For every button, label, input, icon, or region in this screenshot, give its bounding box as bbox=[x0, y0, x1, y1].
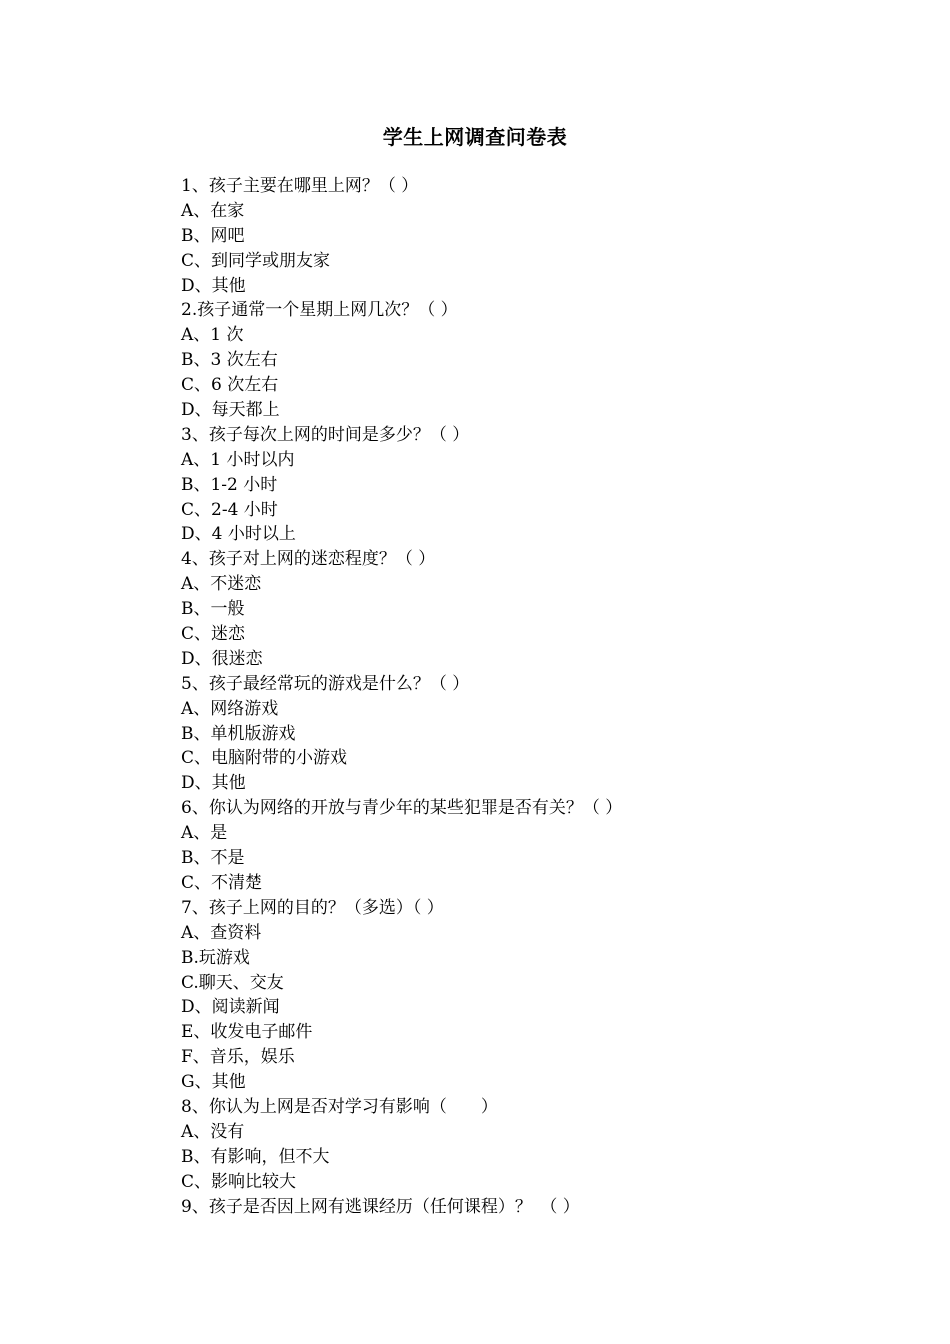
questionnaire-line: A、是 bbox=[181, 823, 228, 844]
questionnaire-line: 7、孩子上网的目的？（多选）（ ） bbox=[181, 897, 444, 918]
questionnaire-line: 5、孩子最经常玩的游戏是什么？（ ） bbox=[181, 673, 470, 694]
questionnaire-line: A、不迷恋 bbox=[181, 574, 262, 595]
questionnaire-line: 8、你认为上网是否对学习有影响（ ） bbox=[181, 1096, 498, 1117]
questionnaire-line: A、1 次 bbox=[181, 325, 244, 346]
questionnaire-line: E、收发电子邮件 bbox=[181, 1022, 313, 1043]
questionnaire-line: 1、孩子主要在哪里上网？（ ） bbox=[181, 176, 419, 196]
questionnaire-line: A、1 小时以内 bbox=[181, 449, 295, 470]
questionnaire-line: D、其他 bbox=[181, 275, 246, 296]
questionnaire-line: B、一般 bbox=[181, 599, 245, 620]
questionnaire-line: B、网吧 bbox=[181, 225, 245, 246]
questionnaire-line: B、单机版游戏 bbox=[181, 723, 296, 744]
questionnaire-line: D、4 小时以上 bbox=[181, 524, 296, 545]
questionnaire-line: 2.孩子通常一个星期上网几次？（ ） bbox=[181, 300, 458, 321]
questionnaire-line: C、到同学或朋友家 bbox=[181, 250, 331, 271]
questionnaire-line: A、查资料 bbox=[181, 922, 262, 943]
questionnaire-line: C、迷恋 bbox=[181, 624, 246, 645]
questionnaire-line: D、每天都上 bbox=[181, 400, 280, 421]
questionnaire-line: B、3 次左右 bbox=[181, 350, 278, 371]
questionnaire-line: 4、孩子对上网的迷恋程度？（ ） bbox=[181, 549, 436, 570]
questionnaire-line: C、不清楚 bbox=[181, 872, 263, 893]
questionnaire-line: B、有影响，但不大 bbox=[181, 1146, 330, 1167]
questionnaire-line: C、2-4 小时 bbox=[181, 499, 278, 520]
questionnaire-line: D、很迷恋 bbox=[181, 648, 263, 669]
questionnaire-line: A、在家 bbox=[181, 200, 245, 221]
questionnaire-line: A、网络游戏 bbox=[181, 698, 279, 719]
questionnaire-line: B.玩游戏 bbox=[181, 947, 250, 968]
questionnaire-line: C、6 次左右 bbox=[181, 375, 279, 396]
document-title: 学生上网调查问卷表 bbox=[382, 125, 568, 149]
questionnaire-body bbox=[181, 174, 881, 1219]
questionnaire-line: D、其他 bbox=[181, 773, 246, 794]
questionnaire-line: C、影响比较大 bbox=[181, 1171, 297, 1192]
questionnaire-line: 6、你认为网络的开放与青少年的某些犯罪是否有关？（ ） bbox=[181, 798, 623, 819]
questionnaire-line: A、没有 bbox=[181, 1121, 245, 1142]
questionnaire-line: G、其他 bbox=[181, 1072, 246, 1093]
questionnaire-line: C.聊天、交友 bbox=[181, 972, 284, 993]
questionnaire-line: F、音乐，娱乐 bbox=[181, 1047, 295, 1068]
questionnaire-line: D、阅读新闻 bbox=[181, 997, 280, 1018]
questionnaire-line: B、不是 bbox=[181, 848, 245, 869]
questionnaire-line: 3、孩子每次上网的时间是多少？（ ） bbox=[181, 424, 470, 445]
questionnaire-line: 9、孩子是否因上网有逃课经历（任何课程）？ （ ） bbox=[181, 1196, 580, 1217]
questionnaire-line: C、电脑附带的小游戏 bbox=[181, 748, 348, 769]
questionnaire-line: B、1-2 小时 bbox=[181, 474, 278, 495]
